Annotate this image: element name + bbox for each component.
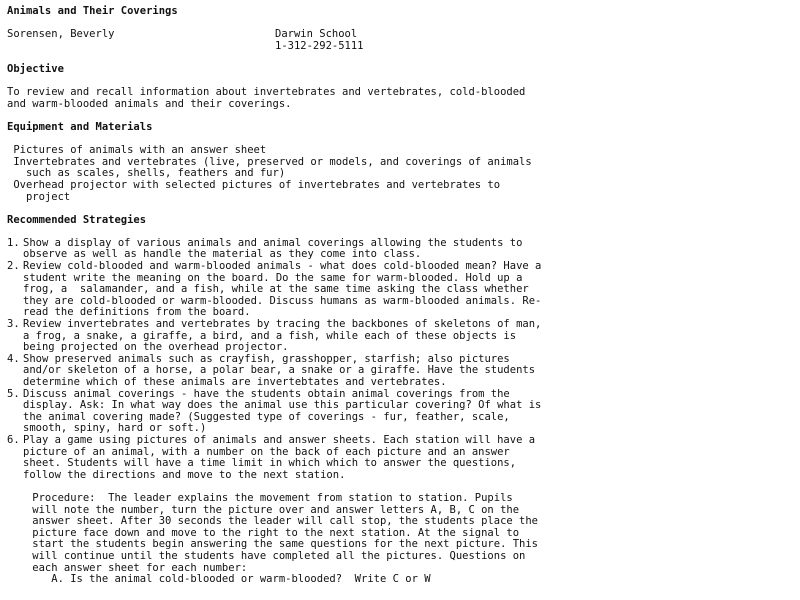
objective-heading: Objective xyxy=(7,62,64,75)
strategy-line: Play a game using pictures of animals and answer sheets. Each station will have a xyxy=(23,433,536,446)
equipment-line: Invertebrates and vertebrates (live, preserved or models, and coverings of animals xyxy=(7,155,532,168)
procedure-line: start the students begin answering the same questions for the next picture. This xyxy=(7,538,539,551)
procedure-line: A. Is the animal cold-blooded or warm-blooded? Write C or W xyxy=(7,573,431,586)
equipment-line: such as scales, shells, feathers and fur) xyxy=(7,167,286,180)
strategy-number: 2. xyxy=(7,260,20,273)
strategy-line: student write the meaning on the board. Do the same for warm-blooded. Hold up a xyxy=(23,271,523,284)
strategy-number: 5. xyxy=(7,387,20,400)
procedure-line: answer sheet. After 30 seconds the leader will call stop, the students place the xyxy=(7,515,539,528)
author-name: Sorensen, Beverly xyxy=(7,28,115,41)
strategy-line: being projected on the overhead projector. xyxy=(23,341,289,354)
procedure-line: will note the number, turn the picture over and answer letters A, B, C on the xyxy=(7,503,520,516)
strategy-item xyxy=(7,319,800,354)
strategy-number: 4. xyxy=(7,352,20,365)
strategy-line: determine which of these animals are invertebtates and vertebrates. xyxy=(23,376,447,388)
equipment-heading: Equipment and Materials xyxy=(7,120,153,133)
strategy-item xyxy=(7,389,800,435)
school-name: Darwin School xyxy=(275,28,358,41)
equipment-line: Overhead projector with selected pictures of invertebrates and vertebrates to xyxy=(7,178,501,191)
strategy-number: 3. xyxy=(7,318,20,331)
strategy-number: 1. xyxy=(7,236,20,249)
strategy-item xyxy=(7,354,800,389)
strategy-line: frog, a salamander, and a fish, while at the same time asking the class whether xyxy=(23,283,529,296)
procedure-line: Procedure: The leader explains the movement from station to station. Pupils xyxy=(7,491,513,504)
procedure-line: each answer sheet for each number: xyxy=(7,561,248,574)
strategy-line: follow the directions and move to the next station. xyxy=(23,468,346,481)
objective-line: and warm-blooded animals and their coverings. xyxy=(7,97,292,110)
strategy-line: and/or skeleton of a horse, a polar bear, a snake or a giraffe. Have the students xyxy=(23,364,536,377)
strategy-line: a frog, a snake, a giraffe, a bird, and a fish, while each of these objects is xyxy=(23,329,517,342)
strategy-item xyxy=(7,435,800,481)
strategy-line: Show preserved animals such as crayfish, grasshopper, starfish; also pictures xyxy=(23,352,510,365)
strategy-item xyxy=(7,261,800,319)
strategy-item xyxy=(7,238,800,261)
strategy-line: the animal covering made? (Suggested type of coverings - fur, feather, scale, xyxy=(23,410,510,423)
equipment-line: project xyxy=(7,190,71,203)
document-title: Animals and Their Coverings xyxy=(7,5,178,17)
author-block xyxy=(7,29,800,52)
strategies-heading: Recommended Strategies xyxy=(7,213,147,226)
strategy-line: sheet. Students will have a time limit in which which to answer the questions, xyxy=(23,457,517,470)
strategy-line: Review cold-blooded and warm-blooded animals - what does cold-blooded mean? Have a xyxy=(23,260,542,273)
phone-number: 1-312-292-5111 xyxy=(275,39,364,52)
objective-line: To review and recall information about invertebrates and vertebrates, cold-blooded xyxy=(7,86,526,99)
strategy-line: they are cold-blooded or warm-blooded. Discuss humans as warm-blooded animals. Re- xyxy=(23,294,542,307)
procedure-line: picture face down and move to the right to the next station. At the signal to xyxy=(7,526,520,539)
strategy-line: Review invertebrates and vertebrates by tracing the backbones of skeletons of man, xyxy=(23,318,542,331)
strategy-line: read the definitions from the board. xyxy=(23,306,251,319)
strategy-line: picture of an animal, with a number on the back of each picture and an answer xyxy=(23,445,510,458)
strategy-line: Show a display of various animals and animal coverings allowing the students to xyxy=(23,236,523,249)
strategy-number: 6. xyxy=(7,433,20,446)
procedure-line: will continue until the students have completed all the pictures. Questions on xyxy=(7,549,526,562)
strategy-line: Discuss animal coverings - have the students obtain animal coverings from the xyxy=(23,387,510,400)
strategy-line: display. Ask: In what way does the animal use this particular covering? Of what is xyxy=(23,399,542,412)
strategy-line: smooth, spiny, hard or soft.) xyxy=(23,422,207,435)
equipment-line: Pictures of animals with an answer sheet xyxy=(7,144,267,157)
strategy-line: observe as well as handle the material as they come into class. xyxy=(23,248,422,261)
